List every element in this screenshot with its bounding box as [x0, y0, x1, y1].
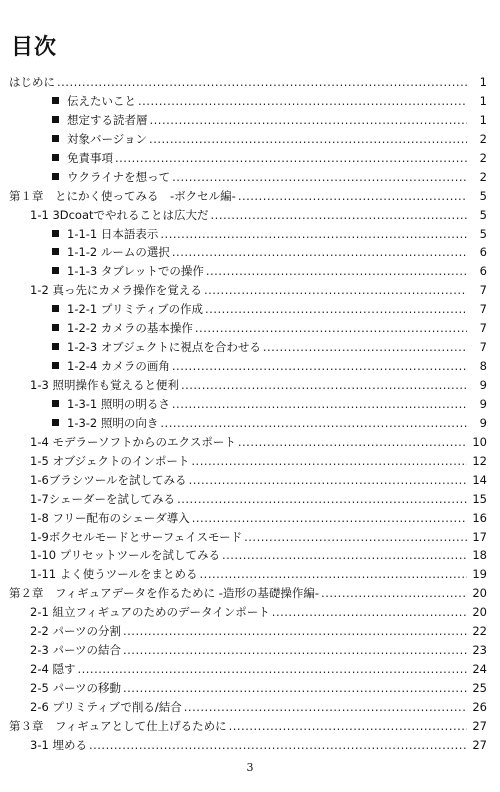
toc-page-number: 9 [479, 415, 487, 430]
dot-leader [172, 243, 467, 262]
toc-page-number: 27 [472, 718, 487, 733]
toc-entry-title: 第１章 とにかく使ってみる -ボクセル編- [9, 188, 236, 203]
toc-chapter-entry[interactable] [0, 717, 500, 736]
dot-leader [149, 130, 467, 149]
square-bullet-icon [52, 135, 59, 142]
toc-chapter-entry[interactable] [0, 187, 500, 206]
toc-section-entry[interactable] [0, 281, 500, 300]
toc-page-number: 1 [479, 112, 487, 127]
square-bullet-icon [52, 97, 59, 104]
square-bullet-icon [52, 116, 59, 123]
toc-entry-title: 免責事項 [67, 150, 113, 165]
toc-section-entry[interactable] [0, 206, 500, 225]
toc-page-number: 6 [479, 245, 487, 260]
toc-section-entry[interactable] [0, 660, 500, 679]
dot-leader [181, 376, 467, 395]
toc-entry-title: 1-11 よく使うツールをまとめる [30, 567, 198, 582]
toc-entry-title: 1-10 プリセットツールを試してみる [30, 548, 220, 563]
toc-page-number: 14 [472, 472, 487, 487]
toc-section-entry[interactable] [0, 622, 500, 641]
dot-leader [172, 395, 467, 414]
toc-subsection-entry[interactable] [0, 395, 500, 414]
toc-page-number: 25 [472, 681, 487, 695]
dot-leader [172, 168, 467, 187]
toc-page-number: 22 [472, 624, 487, 639]
square-bullet-icon [52, 154, 59, 161]
toc-section-entry[interactable] [0, 565, 500, 584]
square-bullet-icon [52, 362, 59, 369]
toc-section-entry[interactable] [0, 490, 500, 509]
toc-entry-title: 1-1-1 日本語表示 [67, 226, 159, 241]
dot-leader [189, 471, 467, 490]
toc-entry-title: 1-2-1 プリミティブの作成 [67, 302, 204, 317]
toc-section-entry[interactable] [0, 509, 500, 528]
toc-page-number: 16 [472, 510, 487, 525]
dot-leader [206, 262, 467, 281]
toc-subsection-entry[interactable] [0, 92, 500, 111]
toc-subsection-entry[interactable] [0, 357, 500, 376]
dot-leader [205, 300, 467, 319]
toc-subsection-entry[interactable] [0, 225, 500, 244]
dot-leader [272, 603, 467, 622]
square-bullet-icon [52, 400, 59, 407]
toc-entry-title: 第２章 フィギュアデータを作るために -造形の基礎操作編- [9, 586, 320, 601]
dot-leader [160, 414, 467, 433]
square-bullet-icon [52, 173, 59, 180]
dot-leader [57, 73, 467, 92]
toc-section-entry[interactable] [0, 528, 500, 547]
toc-section-entry[interactable] [0, 603, 500, 622]
toc-entry-title: 2-5 パーツの移動 [30, 681, 121, 695]
dot-leader [321, 584, 467, 603]
dot-leader [200, 565, 467, 584]
toc-page-number: 7 [479, 302, 487, 317]
dot-leader [195, 319, 467, 338]
toc-entry-title: 1-3-2 照明の向き [67, 415, 159, 430]
toc-page-number: 9 [479, 378, 487, 392]
toc-entry-title: 1-4 モデラーソフトからのエクスポート [30, 434, 236, 449]
toc-chapter-entry[interactable] [0, 73, 500, 92]
toc-page-number: 19 [472, 567, 487, 582]
square-bullet-icon [52, 230, 59, 237]
toc-entry-title: 1-7シェーダーを試してみる [30, 491, 176, 506]
toc-page-number: 2 [479, 150, 487, 165]
toc-page-number: 5 [479, 207, 487, 222]
toc-entry-title: 1-1-3 タブレットでの操作 [67, 264, 204, 279]
toc-subsection-entry[interactable] [0, 111, 500, 130]
dot-leader [263, 338, 467, 357]
toc-entry-title: ウクライナを想って [67, 169, 171, 184]
toc-entry-title: 1-2 真っ先にカメラ操作を覚える [30, 283, 202, 298]
toc-page-number: 2 [479, 169, 487, 184]
dot-leader [160, 225, 467, 244]
toc-page-number: 8 [479, 359, 487, 374]
toc-chapter-entry[interactable] [0, 584, 500, 603]
toc-subsection-entry[interactable] [0, 149, 500, 168]
toc-section-entry[interactable] [0, 546, 500, 565]
square-bullet-icon [52, 305, 59, 312]
toc-section-entry[interactable] [0, 736, 500, 755]
toc-section-entry[interactable] [0, 452, 500, 471]
toc-page-number: 5 [479, 226, 487, 241]
toc-page-number: 20 [472, 605, 487, 620]
dot-leader [204, 281, 467, 300]
toc-section-entry[interactable] [0, 698, 500, 717]
toc-section-entry[interactable] [0, 376, 500, 395]
toc-entry-title: 1-3 照明操作も覚えると便利 [30, 378, 179, 392]
toc-entry-title: 1-3-1 照明の明るさ [67, 396, 170, 411]
toc-page-number: 9 [479, 396, 487, 411]
toc-entry-title: 1-2-4 カメラの画角 [67, 359, 170, 374]
toc-entry-title: 1-5 オブジェクトのインポート [30, 453, 190, 468]
toc-subsection-entry[interactable] [0, 300, 500, 319]
toc-page-number: 10 [472, 434, 487, 449]
dot-leader [238, 187, 467, 206]
dot-leader [191, 452, 467, 471]
table-of-contents [0, 73, 500, 755]
toc-entry-title: 1-2-3 オブジェクトに視点を合わせる [67, 340, 261, 355]
square-bullet-icon [52, 324, 59, 331]
toc-page-number: 12 [472, 453, 487, 468]
toc-entry-title: 伝えたいこと [67, 93, 136, 108]
toc-entry-title: 2-2 パーツの分割 [30, 624, 121, 639]
toc-entry-title: 2-4 隠す [30, 662, 76, 677]
dot-leader [177, 490, 467, 509]
toc-entry-title: 1-6ブラシツールを試してみる [30, 472, 187, 487]
toc-entry-title: 対象バージョン [67, 131, 148, 146]
toc-page-number: 7 [479, 340, 487, 355]
toc-page-number: 27 [472, 737, 487, 752]
toc-entry-title: 3-1 埋める [30, 737, 87, 752]
page-number: 3 [246, 761, 254, 774]
dot-leader [211, 206, 467, 225]
toc-entry-title: 2-6 プリミティブで削る/結合 [30, 699, 182, 714]
dot-leader [238, 433, 467, 452]
toc-page-number: 24 [472, 662, 487, 677]
dot-leader [77, 660, 467, 679]
toc-subsection-entry[interactable] [0, 243, 500, 262]
square-bullet-icon [52, 419, 59, 426]
toc-entry-title: 第３章 フィギュアとして仕上げるために [9, 718, 227, 733]
toc-subsection-entry[interactable] [0, 319, 500, 338]
toc-entry-title: 2-1 組立フィギュアのためのデータインポート [30, 605, 270, 620]
toc-page-number: 7 [479, 283, 487, 298]
toc-page-number: 15 [472, 491, 487, 506]
dot-leader [192, 509, 467, 528]
toc-section-entry[interactable] [0, 433, 500, 452]
toc-section-entry[interactable] [0, 471, 500, 490]
toc-page-number: 5 [479, 188, 487, 203]
dot-leader [123, 679, 467, 698]
toc-page-number: 20 [472, 586, 487, 601]
dot-leader [123, 641, 467, 660]
toc-entry-title: 1-1-2 ルームの選択 [67, 245, 170, 260]
toc-entry-title: 2-3 パーツの結合 [30, 643, 121, 658]
dot-leader [244, 528, 467, 547]
toc-entry-title: 1-1 3Dcoatでやれることは広大だ [30, 207, 209, 222]
toc-page-number: 1 [479, 75, 487, 89]
toc-section-entry[interactable] [0, 641, 500, 660]
page-title: 目次 [11, 35, 58, 60]
toc-subsection-entry[interactable] [0, 338, 500, 357]
toc-page-number: 18 [472, 548, 487, 563]
toc-entry-title: はじめに [9, 75, 55, 89]
toc-page-number: 1 [479, 93, 487, 108]
toc-subsection-entry[interactable] [0, 130, 500, 149]
toc-subsection-entry[interactable] [0, 262, 500, 281]
dot-leader [184, 698, 467, 717]
dot-leader [172, 357, 467, 376]
toc-page-number: 17 [472, 529, 487, 544]
dot-leader [123, 622, 467, 641]
dot-leader [115, 149, 467, 168]
toc-entry-title: 1-8 フリー配布のシェーダ導入 [30, 510, 190, 525]
dot-leader [222, 546, 467, 565]
toc-section-entry[interactable] [0, 679, 500, 698]
dot-leader [138, 92, 467, 111]
toc-entry-title: 1-9ボクセルモードとサーフェイスモード [30, 529, 243, 544]
toc-page-number: 2 [479, 131, 487, 146]
square-bullet-icon [52, 248, 59, 255]
dot-leader [150, 111, 468, 130]
toc-entry-title: 想定する読者層 [67, 112, 148, 127]
square-bullet-icon [52, 343, 59, 350]
square-bullet-icon [52, 267, 59, 274]
toc-entry-title: 1-2-2 カメラの基本操作 [67, 321, 193, 336]
dot-leader [229, 717, 467, 736]
toc-page-number: 6 [479, 264, 487, 279]
toc-subsection-entry[interactable] [0, 414, 500, 433]
toc-page-number: 26 [472, 699, 487, 714]
toc-subsection-entry[interactable] [0, 168, 500, 187]
dot-leader [89, 736, 467, 755]
toc-page-number: 7 [479, 321, 487, 336]
toc-page-number: 23 [472, 643, 487, 658]
